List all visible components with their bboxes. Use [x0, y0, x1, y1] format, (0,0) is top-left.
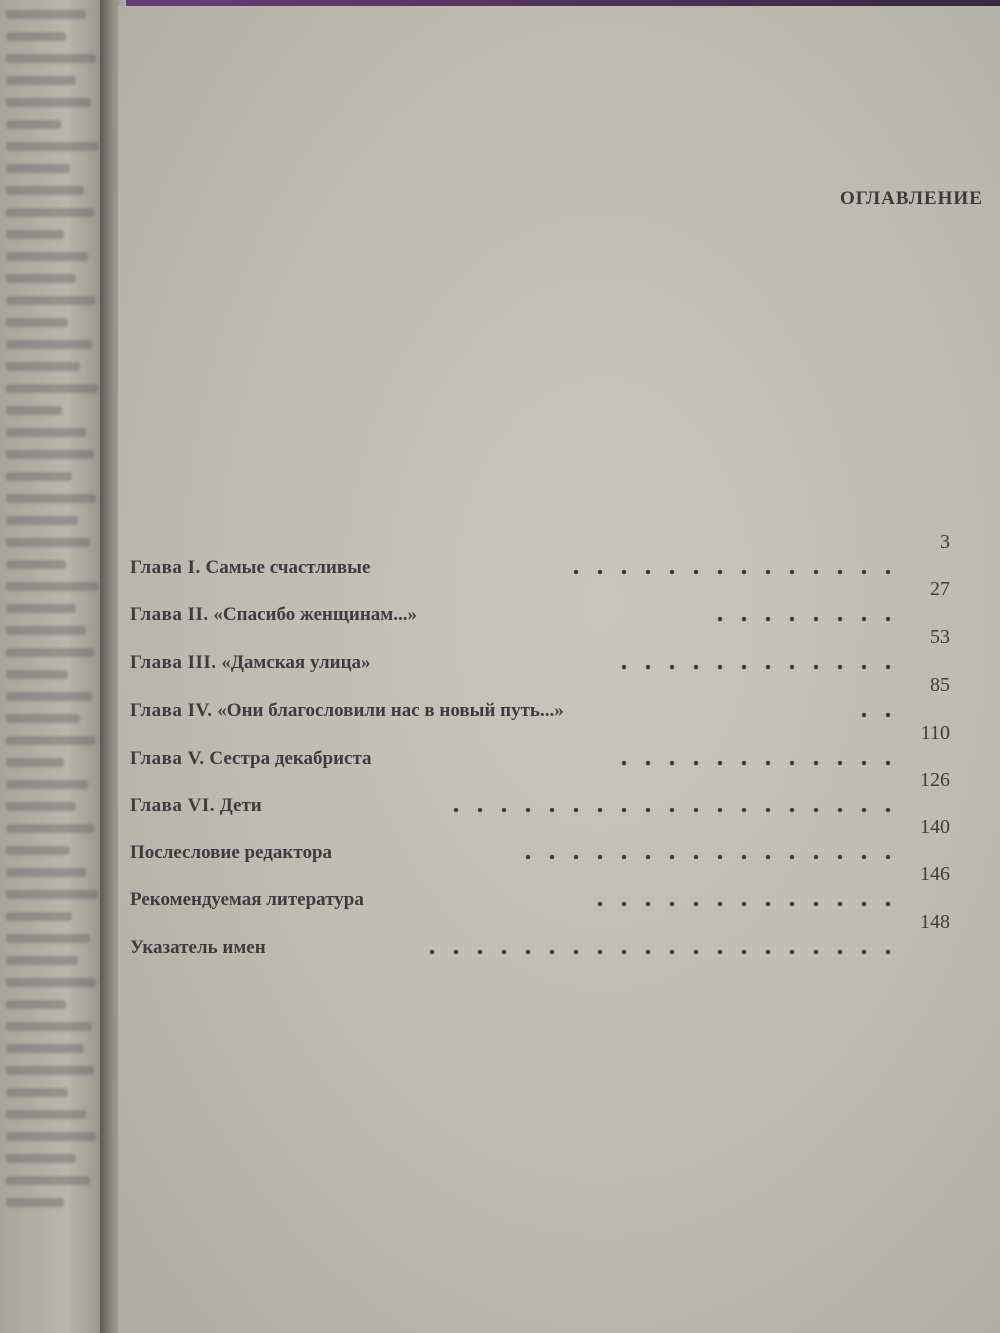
leader-dots [610, 760, 900, 766]
toc-entry-page: 53 [930, 626, 950, 648]
toc-entry-prefix: Глава III. [130, 652, 217, 673]
leader-dots [580, 901, 900, 907]
toc-entry-label [130, 557, 370, 579]
leader-dots [430, 949, 900, 955]
toc-entry-title: Сестра декабриста [209, 748, 372, 769]
facing-page [0, 0, 112, 1333]
toc-entry-9 [130, 911, 950, 959]
toc-entry-label [130, 889, 364, 911]
toc-entry-prefix: Глава I. [130, 557, 201, 578]
toc-entry-label [130, 937, 266, 959]
leader-dots [850, 712, 900, 718]
toc-entry-page: 3 [940, 531, 950, 553]
toc-entry-2 [130, 578, 950, 626]
toc-entry-label [130, 748, 372, 770]
toc-entry-title: Рекомендуемая литература [130, 889, 364, 910]
toc-entry-label [130, 842, 332, 864]
toc-entry-5 [130, 722, 950, 770]
toc-entry-page: 85 [930, 674, 950, 696]
toc-entry-8 [130, 863, 950, 911]
leader-dots [510, 854, 900, 860]
table-of-contents [118, 6, 1000, 1006]
toc-entry-title: «Спасибо женщинам...» [213, 604, 417, 625]
toc-entry-title: Послесловие редактора [130, 842, 333, 863]
page-title: ОГЛАВЛЕНИЕ [840, 188, 983, 209]
toc-entry-page: 126 [920, 769, 950, 791]
facing-page-text-blur [6, 10, 106, 1220]
toc-entry-page: 27 [930, 578, 950, 600]
book-page [118, 6, 1000, 1333]
toc-entry-title: «Дамская улица» [221, 652, 371, 673]
toc-entry-title: Самые счастливые [205, 557, 371, 578]
toc-entry-4 [130, 674, 950, 722]
toc-entry-title: Указатель имен [130, 937, 266, 958]
toc-entry-page: 110 [920, 722, 950, 744]
toc-entry-7 [130, 816, 950, 864]
toc-entry-label [130, 795, 262, 817]
toc-entry-prefix: Глава VI. [130, 795, 215, 816]
toc-entry-title: «Они благословили нас в новый путь...» [217, 700, 564, 721]
toc-entry-6 [130, 769, 950, 817]
leader-dots [610, 664, 900, 670]
leader-dots [710, 616, 900, 622]
toc-entry-label [130, 700, 564, 722]
toc-entry-page: 148 [920, 911, 950, 933]
toc-entry-label [130, 652, 371, 674]
toc-entry-prefix: Глава II. [130, 604, 209, 625]
toc-entry-3 [130, 626, 950, 674]
toc-entry-title: Дети [219, 795, 262, 816]
toc-entry-prefix: Глава IV. [130, 700, 213, 721]
toc-entry-1 [130, 531, 950, 579]
leader-dots [450, 807, 900, 813]
toc-entry-page: 140 [920, 816, 950, 838]
toc-entry-page: 146 [920, 863, 950, 885]
toc-entry-prefix: Глава V. [130, 748, 205, 769]
toc-entry-label [130, 604, 417, 626]
leader-dots [570, 569, 900, 575]
